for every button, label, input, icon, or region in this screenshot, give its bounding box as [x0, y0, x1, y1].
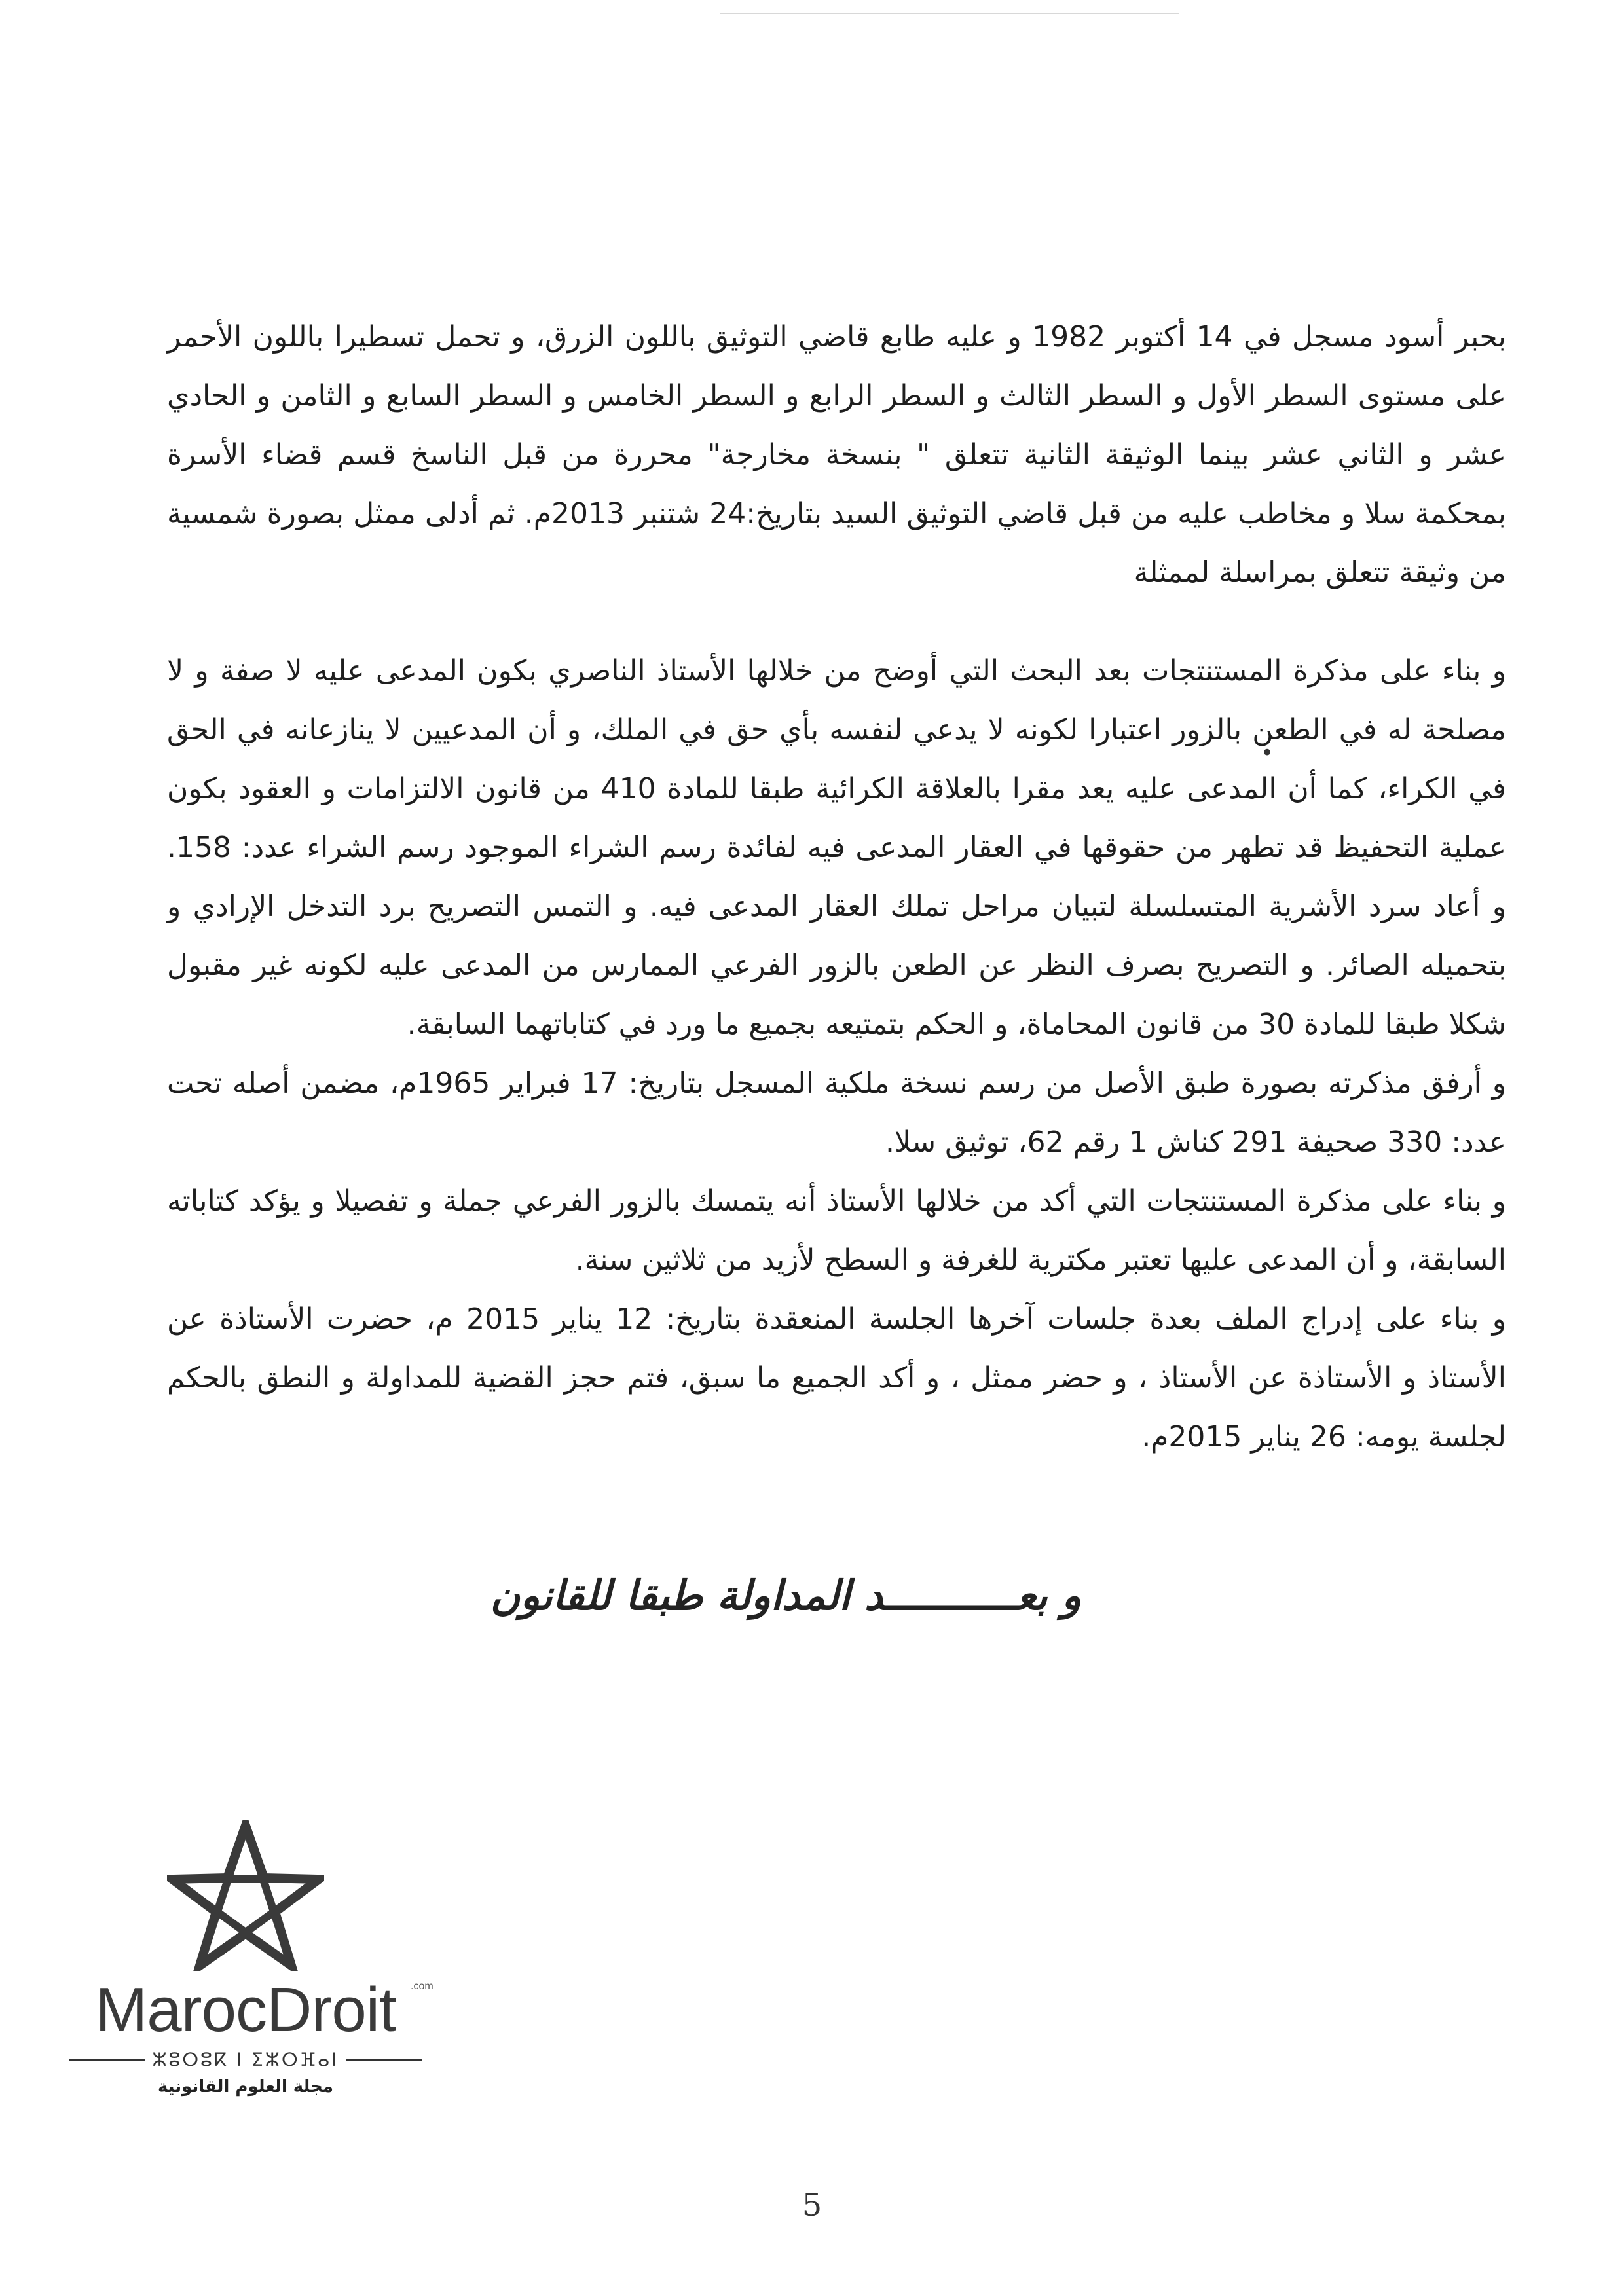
rule-left — [69, 2059, 145, 2061]
paragraph-2: و بناء على مذكرة المستنتجات بعد البحث التي أوضح من خلالها الأستاذ الناصري بكون المدعى عليه لا صفة و لا مصلحة له في الطعن بالزور اعتبارا لكونه لا يدعي لنفسه بأي حق في الملك، و أن المدعيين لا ينازعانه في الحق في الكراء، كما أن المدعى عليه يعد مقرا بالعلاقة الكرائية طبقا للمادة 410 من قانون الالتزامات و العقود بكون عملية التحفيظ قد تطهر من حقوقها في العقار المدعى فيه لفائدة رسم الشراء الموجود رسم الشراء عدد: 158. و أعاد سرد الأشرية المتسلسلة لتبيان مراحل تملك العقار المدعى فيه. و التمس التصريح برد التدخل الإرادي و بتحميله الصائر. و التصريح بصرف النظر عن الطعن بالزور الفرعي الممارس من المدعى عليه لكونه غير مقبول شكلا طبقا للمادة 30 من قانون المحاماة، و الحكم بتمتيعه بجميع ما ورد في كتاباتهما السابقة. — [167, 654, 1506, 1041]
brand-name: MarocDroit — [95, 1975, 396, 2045]
tifinagh-row — [62, 2046, 429, 2072]
page-number: 5 — [802, 2187, 822, 2224]
paragraph-5: و بناء على إدراج الملف بعدة جلسات آخرها الجلسة المنعقدة بتاريخ: 12 يناير 2015 م، حضرت الأستاذة عن الأستاذ و الأستاذة عن الأستاذ ، و حضر ممثل ، و أكد الجميع ما سبق، فتم حجز القضية للمداولة و النطق بالحكم لجلسة يومه: 26 يناير 2015م. — [167, 1302, 1506, 1454]
top-rule — [720, 13, 1179, 14]
paragraph-4: و بناء على مذكرة المستنتجات التي أكد من خلالها الأستاذ أنه يتمسك بالزور الفرعي جملة و تفصيلا و يؤكد كتاباته السابقة، و أن المدعى عليها تعتبر مكترية للغرفة و السطح لأزيد من ثلاثين سنة. — [167, 1184, 1506, 1277]
section-heading: و بعـــــــــــد المداولة طبقا للقانون — [490, 1571, 1082, 1619]
rule-right — [346, 2059, 422, 2061]
marocdroit-logo — [62, 1820, 434, 2097]
star-icon — [167, 1820, 324, 1971]
brand-com: .com — [411, 1981, 434, 1992]
tifinagh-text: ⵣⵓⵔⵓⴽ ⵏ ⵉⵣⵔⴼⴰⵏ — [152, 2048, 339, 2070]
brand-tagline: مجلة العلوم القانونية — [158, 2077, 333, 2097]
paragraph-3: و أرفق مذكرته بصورة طبق الأصل من رسم نسخة ملكية المسجل بتاريخ: 17 فبراير 1965م، مضمن أصله تحت عدد: 330 صحيفة 291 كناش 1 رقم 62، توثيق سلا. — [167, 1067, 1506, 1159]
document-body — [167, 308, 1506, 1467]
paragraph-1: بحبر أسود مسجل في 14 أكتوبر 1982 و عليه طابع قاضي التوثيق باللون الزرق، و تحمل تسطيرا باللون الأحمر على مستوى السطر الأول و السطر الثالث و السطر الرابع و السطر الخامس و السطر السابع و الثامن و الحادي عشر و الثاني عشر بينما الوثيقة الثانية تتعلق " بنسخة مخارجة" محررة من قبل الناسخ قسم قضاء الأسرة بمحكمة سلا و مخاطب عليه من قبل قاضي التوثيق السيد بتاريخ:24 شتنبر 2013م. ثم أدلى ممثل بصورة شمسية من وثيقة تتعلق بمراسلة لممثلة — [167, 320, 1507, 589]
margin-dot: • — [1261, 740, 1274, 766]
